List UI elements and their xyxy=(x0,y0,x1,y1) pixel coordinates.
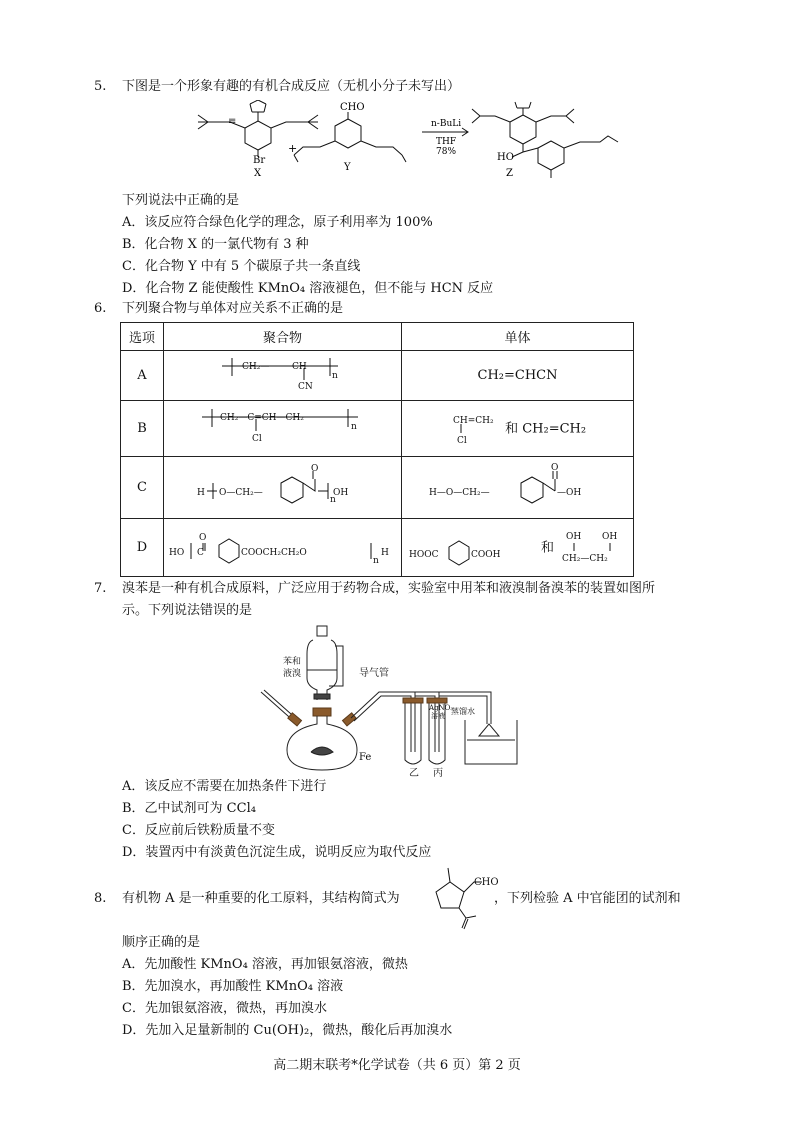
q7-apparatus xyxy=(255,612,555,778)
q8-stem-before: 有机物 A 是一种重要的化工原料，其结构简式为 xyxy=(122,891,400,906)
q8-compound-a xyxy=(416,862,502,932)
row-d-monomer-and: 和 xyxy=(540,540,554,555)
table-row xyxy=(121,519,634,577)
svg-text:≡: ≡ xyxy=(228,116,237,127)
water-label: 蒸馏水 xyxy=(451,707,475,716)
svg-text:CH₂—: CH₂— xyxy=(241,361,269,372)
row-b-monomer-tail: 和 CH₂=CH₂ xyxy=(505,421,587,436)
row-b-monomer xyxy=(402,401,634,457)
agno3-label-2: 溶液 xyxy=(431,712,445,720)
x-label: X xyxy=(254,168,262,179)
svg-text:COOH: COOH xyxy=(470,549,501,560)
svg-text:CN: CN xyxy=(297,381,313,392)
q5-option-c: C．化合物 Y 中有 5 个碳原子共一条直线 xyxy=(122,259,361,274)
funnel-label-2: 液溴 xyxy=(283,669,302,679)
svg-text:O: O xyxy=(310,463,318,474)
q7-stem-line2: 示。下列说法错误的是 xyxy=(122,603,253,618)
q7-option-a: A．该反应不需要在加热条件下进行 xyxy=(122,779,327,794)
row-b-option: B xyxy=(121,401,164,457)
q6-number: 6. xyxy=(94,301,107,316)
y-cho-label: CHO xyxy=(340,102,365,113)
q6-table xyxy=(120,322,634,577)
svg-text:CH₂—C=CH—CH₂: CH₂—C=CH—CH₂ xyxy=(219,412,304,423)
agno3-label-1: AgNO₃ xyxy=(429,704,454,712)
row-a-polymer xyxy=(164,351,402,401)
funnel-label-1: 苯和 xyxy=(283,657,302,667)
svg-text:HO: HO xyxy=(168,547,184,558)
svg-text:Cl: Cl xyxy=(251,433,262,444)
table-row xyxy=(121,351,634,401)
q8-option-c: C．先加银氨溶液，微热，再加溴水 xyxy=(122,1001,327,1016)
row-a-option: A xyxy=(121,351,164,401)
svg-text:H: H xyxy=(380,547,389,558)
page-footer: 高二期末联考*化学试卷（共 6 页）第 2 页 xyxy=(273,1058,521,1073)
q8-option-b: B．先加溴水，再加酸性 KMnO₄ 溶液 xyxy=(122,979,344,994)
condition-2: THF xyxy=(436,137,457,147)
svg-text:OH: OH xyxy=(602,531,618,542)
q8-option-d: D．先加入足量新制的 Cu(OH)₂，微热，酸化后再加溴水 xyxy=(122,1023,453,1038)
q5-option-d: D．化合物 Z 能使酸性 KMnO₄ 溶液褪色，但不能与 HCN 反应 xyxy=(122,281,494,296)
q5-stem: 下图是一个形象有趣的有机合成反应（无机小分子未写出） xyxy=(122,79,461,94)
monomer-b1-structure xyxy=(449,411,501,447)
svg-text:OH: OH xyxy=(566,531,582,542)
row-d-option: D xyxy=(121,519,164,577)
row-c-polymer xyxy=(164,457,402,519)
condition-1: n-BuLi xyxy=(431,119,462,129)
q5-prompt: 下列说法中正确的是 xyxy=(122,193,240,208)
svg-text:H: H xyxy=(196,487,205,498)
polymer-b-structure xyxy=(198,405,368,449)
tube-label: 导气管 xyxy=(359,668,389,679)
condition-3: 78% xyxy=(436,147,457,157)
svg-text:HOOC: HOOC xyxy=(408,549,439,560)
q5-number: 5. xyxy=(94,79,107,94)
q8-cho-label: CHO xyxy=(474,877,499,888)
q7-option-b: B．乙中试剂可为 CCl₄ xyxy=(122,801,256,816)
header-polymer: 聚合物 xyxy=(164,323,402,351)
polymer-a-structure xyxy=(218,354,348,394)
q5-option-b: B．化合物 X 的一氯代物有 3 种 xyxy=(122,237,309,252)
svg-text:n: n xyxy=(372,555,379,566)
row-a-monomer: CH₂=CHCN xyxy=(402,351,634,401)
row-b-polymer xyxy=(164,401,402,457)
row-d-monomer xyxy=(402,519,634,577)
plus-sign: + xyxy=(288,142,298,155)
svg-text:OH: OH xyxy=(332,487,348,498)
svg-text:CH₂—CH₂: CH₂—CH₂ xyxy=(562,553,608,564)
polymer-c-structure xyxy=(193,461,373,511)
svg-text:H—O—CH₂—: H—O—CH₂— xyxy=(428,487,490,498)
svg-text:O: O xyxy=(550,462,558,473)
y-label: Y xyxy=(344,162,351,173)
q8-option-a: A．先加酸性 KMnO₄ 溶液，再加银氨溶液，微热 xyxy=(122,957,408,972)
q8-stem-line2: 顺序正确的是 xyxy=(122,935,201,950)
monomer-d1-structure xyxy=(407,525,537,571)
svg-text:n: n xyxy=(331,370,338,381)
svg-text:n: n xyxy=(350,421,357,432)
q7-option-d: D．装置丙中有淡黄色沉淀生成，说明反应为取代反应 xyxy=(122,845,432,860)
svg-text:CH: CH xyxy=(291,361,307,372)
z-ho-label: HO xyxy=(497,152,514,163)
svg-text:O—CH₂—: O—CH₂— xyxy=(218,487,263,498)
z-label: Z xyxy=(506,168,513,179)
fe-label: Fe xyxy=(359,752,372,763)
polymer-d-structure xyxy=(167,523,399,569)
table-row xyxy=(121,457,634,519)
q7-option-c: C．反应前后铁粉质量不变 xyxy=(122,823,275,838)
table-row xyxy=(121,401,634,457)
x-br-label: Br xyxy=(253,155,266,166)
q6-stem: 下列聚合物与单体对应关系不正确的是 xyxy=(122,301,344,316)
svg-text:C: C xyxy=(196,547,204,558)
svg-text:CH=CH₂: CH=CH₂ xyxy=(452,415,494,426)
q8-number: 8. xyxy=(94,891,107,906)
q5-reaction-scheme xyxy=(190,100,700,182)
header-option: 选项 xyxy=(121,323,164,351)
q5-option-a: A．该反应符合绿色化学的理念，原子利用率为 100% xyxy=(122,215,433,230)
svg-text:n: n xyxy=(329,494,336,505)
monomer-c-structure xyxy=(423,461,613,511)
header-monomer: 单体 xyxy=(402,323,634,351)
svg-text:Cl: Cl xyxy=(456,435,467,446)
row-c-monomer xyxy=(402,457,634,519)
bing-label: 丙 xyxy=(433,768,443,778)
row-c-option: C xyxy=(121,457,164,519)
monomer-d2-structure xyxy=(558,525,628,571)
q7-number: 7. xyxy=(94,581,107,596)
svg-text:O: O xyxy=(198,532,206,543)
svg-text:—OH: —OH xyxy=(556,487,581,498)
yi-label: 乙 xyxy=(409,768,419,778)
q7-stem-line1: 溴苯是一种有机合成原料，广泛应用于药物合成，实验室中用苯和液溴制备溴苯的装置如图所 xyxy=(122,581,656,596)
svg-text:COOCH₂CH₂O: COOCH₂CH₂O xyxy=(240,547,307,558)
q8-stem-after: ，下列检验 A 中官能团的试剂和 xyxy=(494,891,681,906)
row-d-polymer xyxy=(164,519,402,577)
